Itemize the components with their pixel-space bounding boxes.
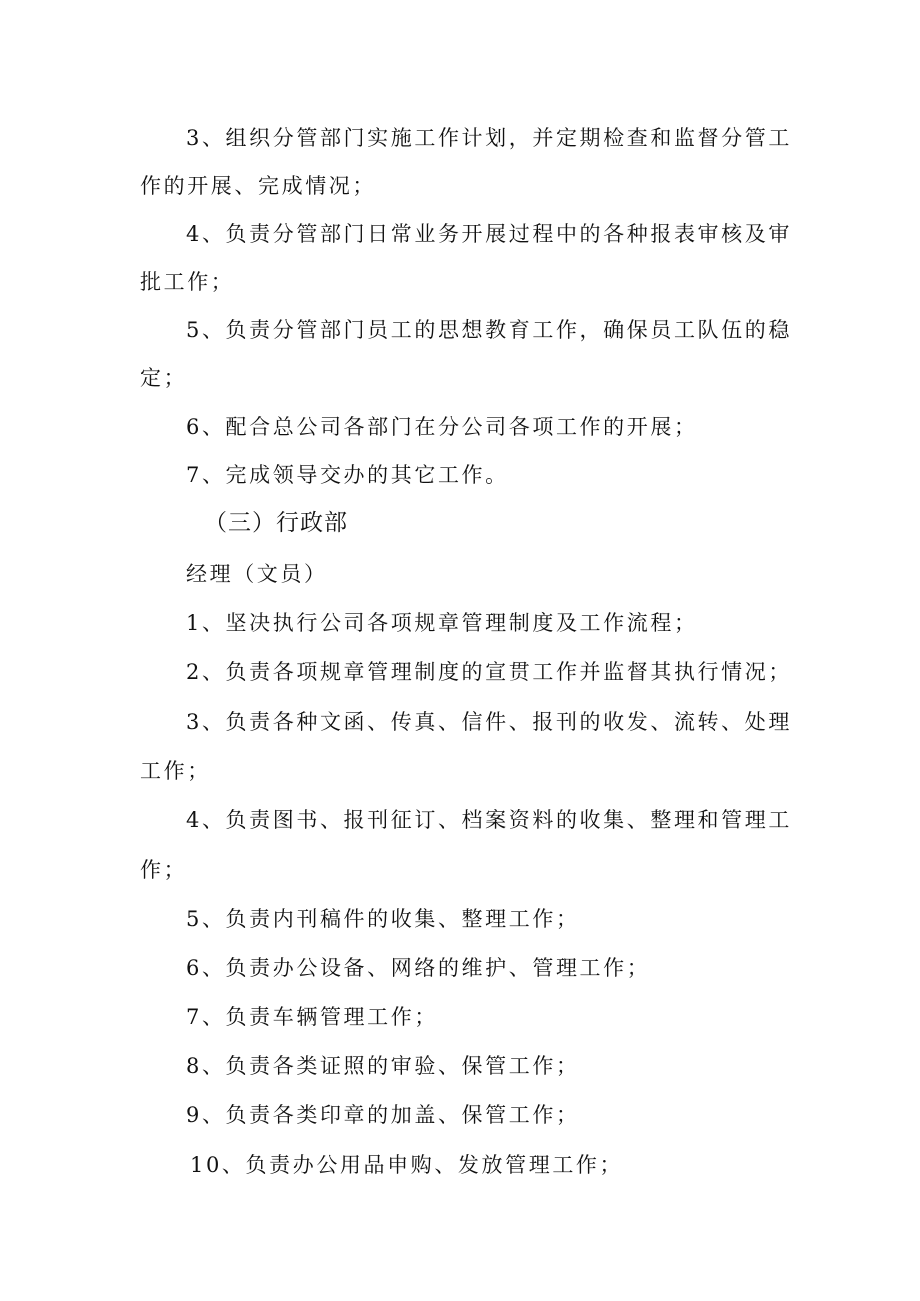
list-item-line: 6、配合总公司各部门在分公司各项工作的开展； — [186, 415, 698, 439]
list-item-line: 批工作； — [140, 270, 235, 294]
list-item-line: 4、负责分管部门日常业务开展过程中的各种报表审核及审 — [186, 222, 792, 246]
list-item-line: 9、负责各类印章的加盖、保管工作； — [186, 1103, 580, 1127]
role-title: 经理（文员） — [186, 562, 328, 586]
section-heading: （三）行政部 — [204, 510, 348, 536]
list-item-line: 7、完成领导交办的其它工作。 — [186, 463, 509, 487]
list-item-line: 工作； — [140, 759, 211, 783]
list-item-line: 5、负责内刊稿件的收集、整理工作； — [186, 907, 580, 931]
list-item-line: 10、负责办公用品申购、发放管理工作； — [190, 1153, 624, 1177]
list-item-line: 8、负责各类证照的审验、保管工作； — [186, 1054, 580, 1078]
list-item-line: 4、负责图书、报刊征订、档案资料的收集、整理和管理工 — [186, 808, 792, 832]
list-item-line: 定； — [140, 366, 188, 390]
list-item-line: 2、负责各项规章管理制度的宣贯工作并监督其执行情况； — [186, 660, 792, 684]
list-item-line: 作的开展、完成情况； — [140, 174, 376, 198]
list-item-line: 5、负责分管部门员工的思想教育工作，确保员工队伍的稳 — [186, 318, 792, 342]
list-item-line: 1、坚决执行公司各项规章管理制度及工作流程； — [186, 611, 698, 635]
list-item-line: 6、负责办公设备、网络的维护、管理工作； — [186, 956, 651, 980]
list-item-line: 3、组织分管部门实施工作计划，并定期检查和监督分管工 — [186, 126, 792, 150]
list-item-line: 作； — [140, 858, 188, 882]
list-item-line: 7、负责车辆管理工作； — [186, 1005, 438, 1029]
list-item-line: 3、负责各种文函、传真、信件、报刊的收发、流转、处理 — [186, 710, 792, 734]
